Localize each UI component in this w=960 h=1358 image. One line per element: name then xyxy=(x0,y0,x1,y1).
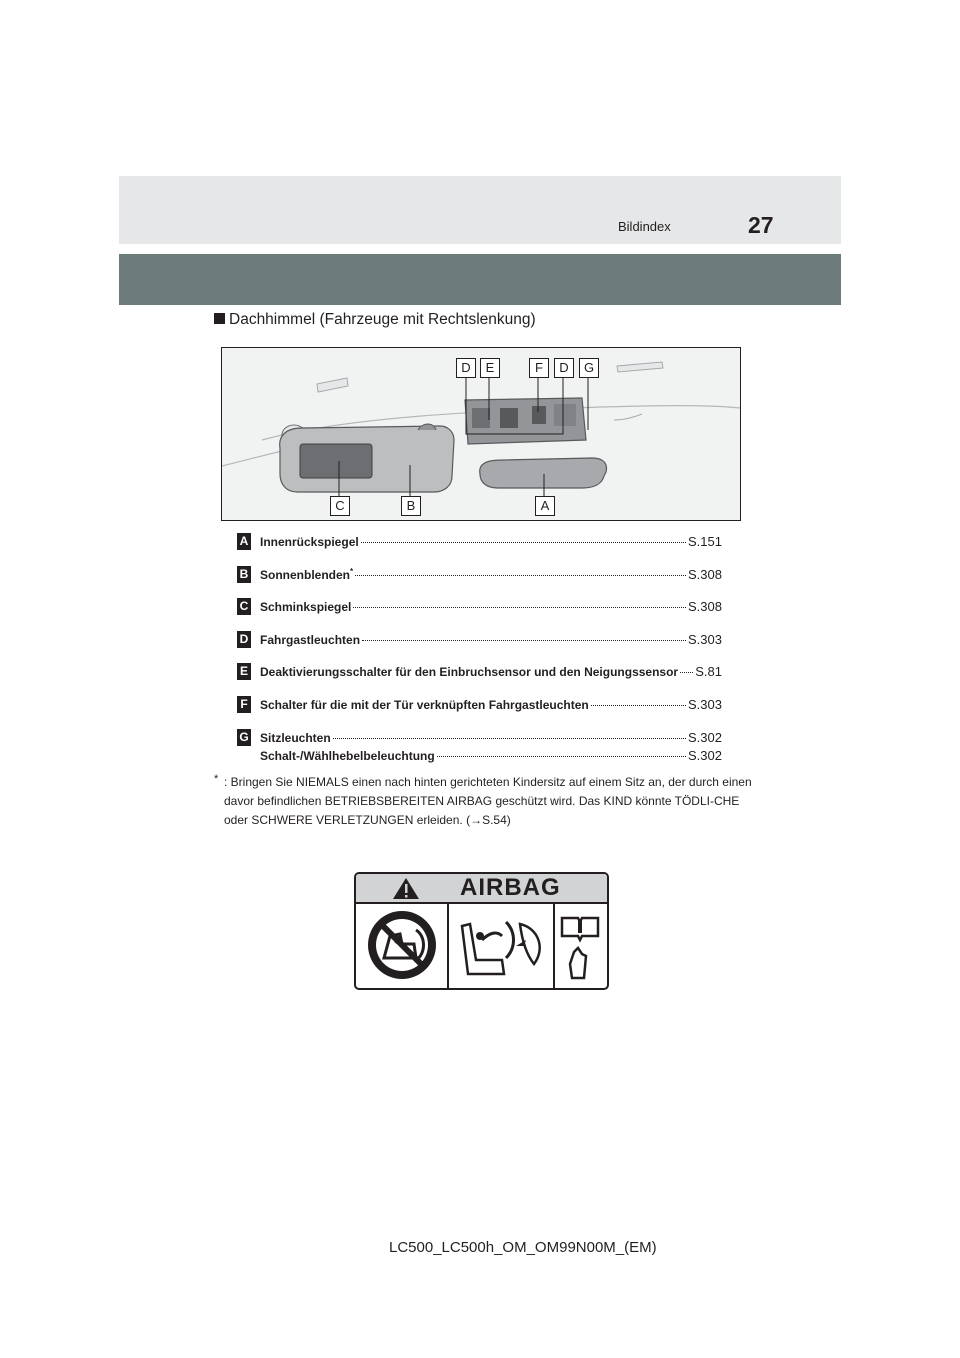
legend-letter: F xyxy=(237,696,251,713)
callout-e: E xyxy=(480,358,500,378)
callout-b: B xyxy=(401,496,421,516)
legend-label-secondary: Schalt-/Wählhebelbeleuchtung xyxy=(260,748,435,763)
legend-item xyxy=(237,727,727,763)
page-reference-link[interactable]: S.308 xyxy=(688,566,722,582)
legend-letter: E xyxy=(237,663,251,680)
page-number: 27 xyxy=(748,212,774,238)
footnote-text: : Bringen Sie NIEMALS einen nach hinten gerichteten Kindersitz auf einem Sitz an, der durch einen davor befindlichen BETRIEBSBEREITEN AIRBAG geschützt wird. Das KIND könnte TÖDLI-CHE oder SCHWERE VERLETZUNGEN erleiden. (→S.54) xyxy=(224,775,752,827)
page-reference-link[interactable]: S.302 xyxy=(688,747,722,763)
callout-g: G xyxy=(579,358,599,378)
legend-label: Sitzleuchten xyxy=(260,730,331,745)
legend-label: Sonnenblenden xyxy=(260,567,350,582)
page-reference-link[interactable]: S.81 xyxy=(695,664,722,680)
header-band xyxy=(119,176,841,244)
legend-letter: A xyxy=(237,533,251,550)
page-reference-link[interactable]: S.303 xyxy=(688,631,722,647)
legend-label: Schalter für die mit der Tür verknüpften Fahrgastleuchten xyxy=(260,697,589,712)
legend-letter: C xyxy=(237,598,251,615)
legend-item xyxy=(237,694,727,727)
page-reference-link[interactable]: S.303 xyxy=(688,696,722,712)
callout-c: C xyxy=(330,496,350,516)
legend-list xyxy=(237,531,727,763)
section-heading-text: Dachhimmel (Fahrzeuge mit Rechtslenkung) xyxy=(229,311,536,328)
footnote-marker: * xyxy=(214,773,219,785)
legend-item xyxy=(237,661,727,694)
legend-letter: B xyxy=(237,566,251,583)
section-label: Bildindex xyxy=(618,219,671,234)
page-reference-link[interactable]: S.151 xyxy=(688,534,722,549)
legend-label: Innenrückspiegel xyxy=(260,535,359,549)
callout-d-left: D xyxy=(456,358,476,378)
page-reference-link[interactable]: S.308 xyxy=(688,599,722,615)
legend-item xyxy=(237,596,727,629)
footnote-marker: * xyxy=(350,566,354,576)
callout-d-right: D xyxy=(554,358,574,378)
legend-letter: G xyxy=(237,729,251,746)
legend-item xyxy=(237,564,727,597)
footer-document-code: LC500_LC500h_OM_OM99N00M_(EM) xyxy=(389,1239,657,1256)
legend-label: Deaktivierungsschalter für den Einbruchsensor und den Neigungssensor xyxy=(260,665,679,680)
airbag-title: AIRBAG xyxy=(460,874,561,901)
legend-item xyxy=(237,531,727,564)
legend-label: Fahrgastleuchten xyxy=(260,632,361,647)
headliner-figure xyxy=(221,347,741,521)
page-reference-link[interactable]: S.302 xyxy=(688,729,722,745)
legend-label: Schminkspiegel xyxy=(260,600,352,615)
legend-item xyxy=(237,629,727,662)
square-bullet-icon xyxy=(214,313,225,324)
footnote xyxy=(214,773,754,830)
section-heading xyxy=(214,311,536,329)
callout-a: A xyxy=(535,496,555,516)
legend-letter: D xyxy=(237,631,251,648)
section-bar xyxy=(119,254,841,305)
callout-f: F xyxy=(529,358,549,378)
airbag-warning-label xyxy=(354,872,609,990)
